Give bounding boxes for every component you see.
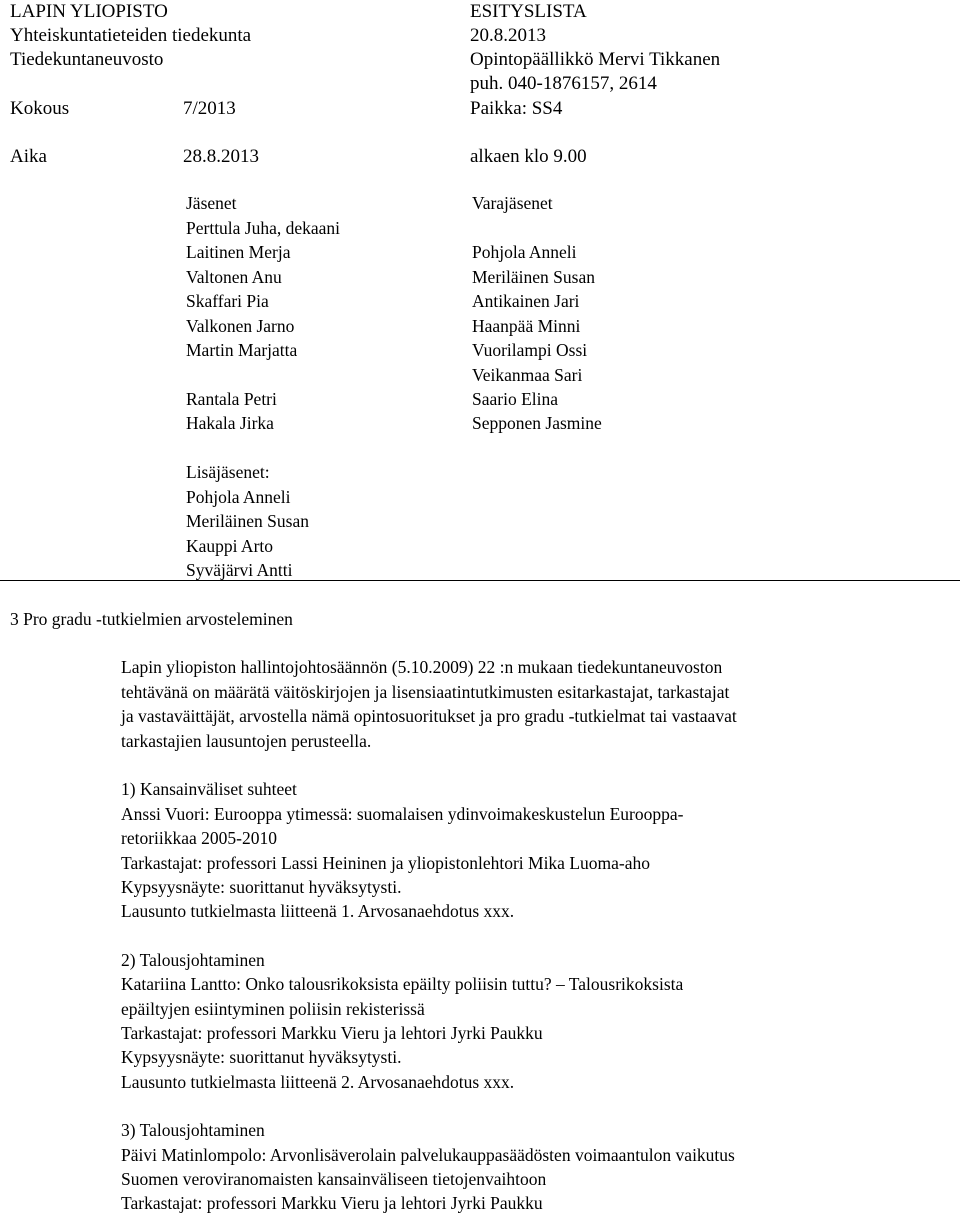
item-line: Anssi Vuori: Eurooppa ytimessä: suomalaisen ydinvoimakeskustelun Eurooppa-	[121, 804, 684, 824]
intro-line: tarkastajien lausuntojen perusteella.	[121, 731, 372, 751]
member-name: Hakala Jirka	[186, 413, 274, 433]
members-heading: Jäsenet	[186, 193, 237, 213]
contact-phone: puh. 040-1876157, 2614	[470, 73, 657, 94]
deputy-name: Sepponen Jasmine	[472, 413, 602, 433]
document-type: ESITYSLISTA	[470, 1, 587, 22]
member-name: Rantala Petri	[186, 389, 277, 409]
deputy-name: Pohjola Anneli	[472, 242, 577, 262]
additional-heading: Lisäjäsenet:	[186, 462, 270, 482]
deputy-name: Saario Elina	[472, 389, 559, 409]
member-name: Valkonen Jarno	[186, 316, 295, 336]
deputies-heading: Varajäsenet	[472, 193, 553, 213]
member-name: Martin Marjatta	[186, 340, 298, 360]
member-name: Skaffari Pia	[186, 291, 269, 311]
additional-member-name: Syväjärvi Antti	[186, 560, 293, 580]
item-heading: 1) Kansainväliset suhteet	[121, 779, 297, 799]
meeting-number: 7/2013	[183, 98, 236, 119]
additional-member-name: Meriläinen Susan	[186, 511, 309, 531]
item-line: Kypsyysnäyte: suorittanut hyväksytysti.	[121, 877, 402, 897]
item-line: Lausunto tutkielmasta liitteenä 1. Arvosanaehdotus xxx.	[121, 901, 515, 921]
member-name: Laitinen Merja	[186, 242, 291, 262]
deputy-name: Meriläinen Susan	[472, 267, 595, 287]
deputy-name: Veikanmaa Sari	[472, 365, 583, 385]
member-name: Valtonen Anu	[186, 267, 282, 287]
deputy-name: Vuorilampi Ossi	[472, 340, 588, 360]
item-line: epäiltyjen esiintyminen poliisin rekisterissä	[121, 999, 425, 1019]
item-heading: 3) Talousjohtaminen	[121, 1120, 265, 1140]
meeting-label: Kokous	[10, 98, 70, 119]
meeting-place: Paikka: SS4	[470, 98, 563, 119]
meeting-start: alkaen klo 9.00	[470, 146, 587, 167]
horizontal-rule	[0, 580, 960, 581]
item-line: Tarkastajat: professori Lassi Heininen ja yliopistonlehtori Mika Luoma-aho	[121, 853, 650, 873]
meeting-date: 28.8.2013	[183, 146, 259, 167]
council-name: Tiedekuntaneuvosto	[10, 49, 164, 70]
deputy-name: Haanpää Minni	[472, 316, 581, 336]
item-line: Suomen veroviranomaisten kansainväliseen tietojenvaihtoon	[121, 1169, 547, 1189]
intro-line: Lapin yliopiston hallintojohtosäännön (5.10.2009) 22 :n mukaan tiedekuntaneuvoston	[121, 657, 723, 677]
intro-line: ja vastaväittäjät, arvostella nämä opintosuoritukset ja pro gradu -tutkielmat tai vastaavat	[121, 706, 737, 726]
item-line: Kypsyysnäyte: suorittanut hyväksytysti.	[121, 1047, 402, 1067]
additional-member-name: Pohjola Anneli	[186, 487, 291, 507]
intro-line: tehtävänä on määrätä väitöskirjojen ja lisensiaatintutkimusten esitarkastajat, tarkastajat	[121, 682, 730, 702]
deputy-name: Antikainen Jari	[472, 291, 580, 311]
member-name: Perttula Juha, dekaani	[186, 218, 341, 238]
item-heading: 2) Talousjohtaminen	[121, 950, 265, 970]
faculty-name: Yhteiskuntatieteiden tiedekunta	[10, 25, 252, 46]
document-date: 20.8.2013	[470, 25, 546, 46]
additional-member-name: Kauppi Arto	[186, 536, 274, 556]
item-line: retoriikkaa 2005-2010	[121, 828, 277, 848]
item-line: Lausunto tutkielmasta liitteenä 2. Arvosanaehdotus xxx.	[121, 1072, 515, 1092]
university-name: LAPIN YLIOPISTO	[10, 1, 168, 22]
item-line: Katariina Lantto: Onko talousrikoksista epäilty poliisin tuttu? – Talousrikoksista	[121, 974, 684, 994]
section-title: 3 Pro gradu -tutkielmien arvosteleminen	[10, 609, 293, 629]
time-label: Aika	[10, 146, 47, 167]
contact-person: Opintopäällikkö Mervi Tikkanen	[470, 49, 721, 70]
item-line: Tarkastajat: professori Markku Vieru ja lehtori Jyrki Paukku	[121, 1023, 543, 1043]
item-line: Päivi Matinlompolo: Arvonlisäverolain palvelukauppasäädösten voimaantulon vaikutus	[121, 1145, 735, 1165]
item-line: Tarkastajat: professori Markku Vieru ja lehtori Jyrki Paukku	[121, 1193, 543, 1213]
